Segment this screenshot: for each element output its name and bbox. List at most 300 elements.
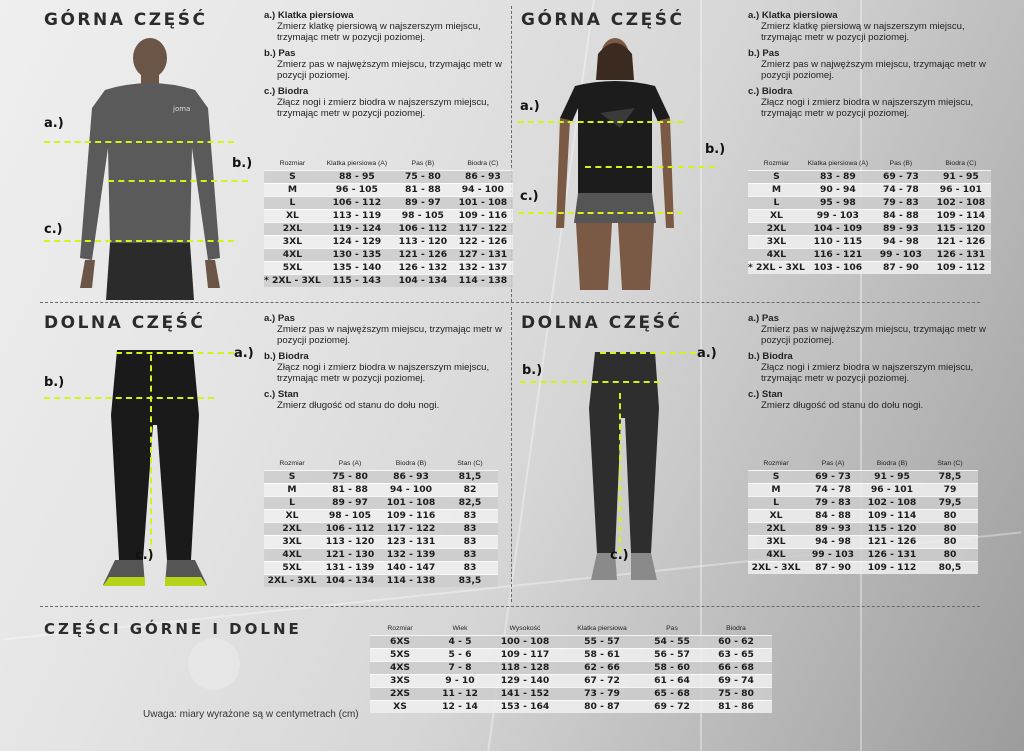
instruction-desc: Zmierz pas w najwęższym miejscu, trzymając metr w pozycji poziomej. (277, 324, 502, 346)
instruction-key: b.) Biodra (264, 351, 309, 362)
column-header: Biodra (726, 624, 746, 632)
size-cell: 2XL (748, 522, 804, 535)
size-cell: 5XL (264, 261, 321, 274)
measure-cell: 88 - 95 (321, 170, 393, 183)
size-cell: 5XS (370, 648, 430, 661)
table-row (748, 222, 991, 235)
measure-cell: 60 - 62 (700, 635, 772, 648)
measure-cell: 141 - 152 (490, 687, 560, 700)
column-header: Klatka piersiowa (577, 624, 627, 632)
measure-cell: 83 (442, 509, 498, 522)
size-cell: XL (748, 209, 805, 222)
table-row (264, 196, 513, 209)
column-header: Rozmiar (279, 459, 305, 467)
measure-cell: 56 - 57 (644, 648, 700, 661)
table-row (748, 548, 978, 561)
measure-label-c: c.) (135, 548, 154, 563)
table-row (264, 222, 513, 235)
column-header: Pas (B) (411, 159, 435, 167)
table-row (264, 235, 513, 248)
measure-cell: 121 - 126 (393, 248, 453, 261)
measure-cell: 95 - 98 (805, 196, 871, 209)
measure-label-b: b.) (44, 375, 65, 390)
measure-cell: 80 (922, 522, 978, 535)
table-row (264, 509, 498, 522)
instruction-desc: Zmierz pas w najwęższym miejscu, trzymając metr w pozycji poziomej. (277, 59, 502, 81)
size-cell: L (748, 196, 805, 209)
size-cell: S (748, 470, 804, 483)
measure-label-a: a.) (234, 346, 254, 361)
measure-cell: 114 - 138 (453, 274, 513, 287)
measure-cell: 109 - 116 (380, 509, 442, 522)
instruction-key: c.) Biodra (748, 86, 793, 97)
table-row (748, 248, 991, 261)
measure-cell: 4 - 5 (430, 635, 490, 648)
measure-cell: 98 - 105 (393, 209, 453, 222)
measure-cell: 109 - 112 (862, 561, 922, 574)
measure-cell: 109 - 116 (453, 209, 513, 222)
measure-cell: 101 - 108 (380, 496, 442, 509)
measure-cell: 66 - 68 (700, 661, 772, 674)
table-row (370, 687, 772, 700)
measure-cell: 87 - 90 (871, 261, 931, 274)
measure-cell: 7 - 8 (430, 661, 490, 674)
measure-cell: 84 - 88 (804, 509, 862, 522)
measure-cell: 89 - 97 (320, 496, 380, 509)
female-top-figure (540, 38, 700, 290)
measure-cell: 90 - 94 (805, 183, 871, 196)
table-row (264, 548, 498, 561)
measure-cell: 89 - 93 (804, 522, 862, 535)
column-header: Biodra (C) (467, 159, 499, 167)
measure-cell: 69 - 73 (871, 170, 931, 183)
instruction-key: c.) Biodra (264, 86, 309, 97)
measure-line-a (44, 141, 234, 143)
measure-cell: 78,5 (922, 470, 978, 483)
measure-line-b (520, 381, 660, 383)
measure-cell: 5 - 6 (430, 648, 490, 661)
table-row (264, 209, 513, 222)
column-header: Stan (C) (937, 459, 963, 467)
instruction-desc: Zmierz klatkę piersiową w najszerszym miejscu, trzymając metr w pozycji poziomej. (277, 21, 481, 43)
measure-cell: 104 - 134 (393, 274, 453, 287)
size-cell: M (264, 483, 320, 496)
measure-label-c: c.) (44, 222, 63, 237)
measure-label-b: b.) (705, 142, 726, 157)
table-row (264, 170, 513, 183)
measure-cell: 73 - 79 (560, 687, 644, 700)
column-header: Klatka piersiowa (A) (326, 159, 388, 167)
column-header: Pas (B) (889, 159, 913, 167)
size-cell: 4XL (748, 548, 804, 561)
measure-line-c (619, 393, 621, 553)
size-cell: 4XS (370, 661, 430, 674)
measure-cell: 126 - 131 (862, 548, 922, 561)
column-header: Biodra (B) (876, 459, 908, 467)
measure-cell: 69 - 72 (644, 700, 700, 713)
column-header: Wiek (452, 624, 468, 632)
table-row (748, 483, 978, 496)
instruction-key: a.) Pas (264, 313, 295, 324)
table-row (748, 261, 991, 274)
table-row (264, 183, 513, 196)
measure-line-a (600, 352, 696, 354)
measure-cell: 132 - 139 (380, 548, 442, 561)
measure-cell: 86 - 93 (453, 170, 513, 183)
measure-cell: 80 (922, 535, 978, 548)
measure-cell: 69 - 73 (804, 470, 862, 483)
measure-cell: 153 - 164 (490, 700, 560, 713)
measure-cell: 80 (922, 548, 978, 561)
table-row (748, 522, 978, 535)
measure-cell: 113 - 120 (393, 235, 453, 248)
table-row (264, 248, 513, 261)
size-cell: 2XL (264, 222, 321, 235)
size-cell: 2XL (264, 522, 320, 535)
table-row (370, 635, 772, 648)
size-table-bottom-men (264, 457, 498, 587)
table-row (264, 522, 498, 535)
measure-label-c: c.) (610, 548, 629, 563)
size-cell: 6XS (370, 635, 430, 648)
instruction-key: b.) Pas (748, 48, 780, 59)
measure-cell: 122 - 126 (453, 235, 513, 248)
measure-label-a: a.) (44, 116, 64, 131)
measure-cell: 100 - 108 (490, 635, 560, 648)
table-row (748, 561, 978, 574)
measure-cell: 96 - 101 (862, 483, 922, 496)
size-cell: L (748, 496, 804, 509)
measure-cell: 83 (442, 548, 498, 561)
size-cell: L (264, 196, 321, 209)
instruction-desc: Złącz nogi i zmierz biodra w najszerszym miejscu, trzymając metr w pozycji poziomej. (277, 362, 490, 384)
size-cell: 3XL (264, 535, 320, 548)
measure-cell: 75 - 80 (393, 170, 453, 183)
decorative-circle (188, 638, 240, 690)
section-title-kids: CZĘŚCI GÓRNE I DOLNE (44, 620, 302, 638)
instruction-desc: Zmierz długość od stanu do dołu nogi. (277, 400, 440, 411)
units-note: Uwaga: miary wyrażone są w centymetrach (cm) (143, 709, 359, 720)
measure-cell: 79,5 (922, 496, 978, 509)
table-row (748, 470, 978, 483)
instruction-desc: Zmierz klatkę piersiową w najszerszym miejscu, trzymając metr w pozycji poziomej. (761, 21, 965, 43)
measure-cell: 89 - 93 (871, 222, 931, 235)
measure-label-c: c.) (520, 189, 539, 204)
size-cell: M (748, 483, 804, 496)
size-cell: L (264, 496, 320, 509)
size-cell: 3XL (748, 535, 804, 548)
instruction-key: a.) Pas (748, 313, 779, 324)
measure-cell: 67 - 72 (560, 674, 644, 687)
table-row (264, 535, 498, 548)
brand-logo-icon: joma (173, 105, 191, 113)
measure-cell: 113 - 119 (321, 209, 393, 222)
measure-cell: 55 - 57 (560, 635, 644, 648)
measure-cell: 80,5 (922, 561, 978, 574)
measure-cell: 102 - 108 (862, 496, 922, 509)
column-header: Rozmiar (279, 159, 306, 167)
measure-cell: 79 (922, 483, 978, 496)
measure-cell: 104 - 134 (320, 574, 380, 587)
measure-line-c (518, 212, 683, 214)
size-cell: 2XL - 3XL (264, 574, 320, 587)
measure-cell: 86 - 93 (380, 470, 442, 483)
instruction-desc: Zmierz pas w najwęższym miejscu, trzymając metr w pozycji poziomej. (761, 324, 986, 346)
instruction-desc: Złącz nogi i zmierz biodra w najszerszym miejscu, trzymając metr w pozycji poziomej. (761, 362, 974, 384)
measure-cell: 83 - 89 (805, 170, 871, 183)
measure-line-b (585, 166, 715, 168)
measure-cell: 69 - 74 (700, 674, 772, 687)
instruction-desc: Zmierz pas w najwęższym miejscu, trzymając metr w pozycji poziomej. (761, 59, 986, 81)
measure-cell: 83,5 (442, 574, 498, 587)
measure-cell: 82 (442, 483, 498, 496)
measure-cell: 115 - 120 (862, 522, 922, 535)
measure-cell: 74 - 78 (804, 483, 862, 496)
measure-cell: 109 - 114 (862, 509, 922, 522)
measure-cell: 106 - 112 (320, 522, 380, 535)
measure-cell: 11 - 12 (430, 687, 490, 700)
measure-cell: 58 - 60 (644, 661, 700, 674)
size-cell: XS (370, 700, 430, 713)
size-cell: XL (264, 509, 320, 522)
size-cell: 2XS (370, 687, 430, 700)
measure-cell: 116 - 121 (805, 248, 871, 261)
measure-cell: 75 - 80 (700, 687, 772, 700)
measure-line-a (116, 352, 234, 354)
size-cell: S (748, 170, 805, 183)
male-bottom-figure (95, 345, 215, 590)
column-header: Rozmiar (387, 624, 413, 632)
table-row (370, 674, 772, 687)
instruction-key: c.) Stan (264, 389, 299, 400)
measure-cell: 117 - 122 (453, 222, 513, 235)
measure-cell: 87 - 90 (804, 561, 862, 574)
size-cell: 3XS (370, 674, 430, 687)
size-cell: * 2XL - 3XL (748, 261, 805, 273)
measure-label-b: b.) (232, 156, 253, 171)
table-row (264, 561, 498, 574)
column-header: Pas (A) (821, 459, 845, 467)
instruction-desc: Złącz nogi i zmierz biodra w najszerszym miejscu, trzymając metr w pozycji poziomej. (761, 97, 974, 119)
size-cell: M (748, 183, 805, 196)
table-row (748, 209, 991, 222)
instruction-key: a.) Klatka piersiowa (264, 10, 354, 21)
measure-cell: 91 - 95 (862, 470, 922, 483)
measure-cell: 121 - 130 (320, 548, 380, 561)
instruction-key: b.) Biodra (748, 351, 793, 362)
column-header: Rozmiar (763, 459, 789, 467)
measure-cell: 80 - 87 (560, 700, 644, 713)
size-table-top-men (264, 157, 513, 287)
section-title-bottom-women: DOLNA CZĘŚĆ (521, 313, 683, 333)
column-header: Stan (C) (457, 459, 483, 467)
table-row (264, 574, 498, 587)
measure-cell: 126 - 131 (931, 248, 991, 261)
table-row (264, 274, 513, 287)
measure-cell: 135 - 140 (321, 261, 393, 274)
size-cell: 4XL (264, 248, 321, 261)
measure-cell: 123 - 131 (380, 535, 442, 548)
measure-cell: 12 - 14 (430, 700, 490, 713)
measure-cell: 79 - 83 (804, 496, 862, 509)
measure-cell: 109 - 112 (931, 261, 991, 274)
section-title-bottom-men: DOLNA CZĘŚĆ (44, 313, 206, 333)
measure-cell: 115 - 143 (321, 274, 393, 287)
instruction-key: a.) Klatka piersiowa (748, 10, 838, 21)
measure-label-b: b.) (522, 363, 543, 378)
size-table-top-women (748, 157, 991, 274)
table-row (748, 235, 991, 248)
measure-label-a: a.) (697, 346, 717, 361)
table-row (748, 496, 978, 509)
size-cell: 3XL (264, 235, 321, 248)
measure-line-c (150, 355, 152, 555)
instruction-desc: Zmierz długość od stanu do dołu nogi. (761, 400, 924, 411)
measure-cell: 94 - 100 (380, 483, 442, 496)
measure-cell: 83 (442, 561, 498, 574)
table-row (748, 509, 978, 522)
table-row (370, 661, 772, 674)
measure-cell: 104 - 109 (805, 222, 871, 235)
size-cell: S (264, 170, 321, 183)
measure-cell: 98 - 105 (320, 509, 380, 522)
size-cell: 2XL (748, 222, 805, 235)
measure-cell: 131 - 139 (320, 561, 380, 574)
measure-cell: 58 - 61 (560, 648, 644, 661)
measure-label-a: a.) (520, 99, 540, 114)
horizontal-divider (40, 302, 980, 303)
column-header: Pas (666, 624, 678, 632)
measure-cell: 81 - 88 (320, 483, 380, 496)
measure-cell: 114 - 138 (380, 574, 442, 587)
measure-cell: 63 - 65 (700, 648, 772, 661)
instructions-bottom-men (264, 313, 504, 416)
measure-cell: 110 - 115 (805, 235, 871, 248)
size-table-bottom-women (748, 457, 978, 574)
measure-cell: 109 - 117 (490, 648, 560, 661)
measure-cell: 106 - 112 (393, 222, 453, 235)
instructions-top-men (264, 10, 504, 124)
size-cell: * 2XL - 3XL (264, 274, 321, 286)
measure-cell: 82,5 (442, 496, 498, 509)
measure-cell: 99 - 103 (804, 548, 862, 561)
size-cell: 4XL (264, 548, 320, 561)
measure-cell: 83 (442, 535, 498, 548)
measure-cell: 129 - 140 (490, 674, 560, 687)
measure-cell: 80 (922, 509, 978, 522)
instruction-key: b.) Pas (264, 48, 296, 59)
measure-cell: 96 - 105 (321, 183, 393, 196)
table-row (264, 483, 498, 496)
table-row (370, 700, 772, 713)
measure-cell: 61 - 64 (644, 674, 700, 687)
measure-cell: 121 - 126 (931, 235, 991, 248)
measure-line-b (44, 397, 214, 399)
size-cell: XL (264, 209, 321, 222)
measure-cell: 117 - 122 (380, 522, 442, 535)
male-top-figure (70, 38, 240, 300)
measure-cell: 83 (442, 522, 498, 535)
size-cell: 5XL (264, 561, 320, 574)
measure-cell: 124 - 129 (321, 235, 393, 248)
measure-cell: 121 - 126 (862, 535, 922, 548)
measure-cell: 89 - 97 (393, 196, 453, 209)
measure-cell: 54 - 55 (644, 635, 700, 648)
measure-cell: 132 - 137 (453, 261, 513, 274)
table-row (748, 535, 978, 548)
measure-line-c (44, 240, 234, 242)
table-row (748, 170, 991, 183)
section-title-top-men: GÓRNA CZĘŚĆ (44, 10, 208, 30)
table-row (264, 496, 498, 509)
measure-cell: 115 - 120 (931, 222, 991, 235)
measure-cell: 119 - 124 (321, 222, 393, 235)
instruction-key: c.) Stan (748, 389, 783, 400)
column-header: Klatka piersiowa (A) (807, 159, 869, 167)
measure-cell: 62 - 66 (560, 661, 644, 674)
instruction-desc: Złącz nogi i zmierz biodra w najszerszym miejscu, trzymając metr w pozycji poziomej. (277, 97, 490, 119)
column-header: Biodra (B) (395, 459, 427, 467)
measure-cell: 79 - 83 (871, 196, 931, 209)
table-row (748, 183, 991, 196)
table-row (748, 196, 991, 209)
measure-cell: 75 - 80 (320, 470, 380, 483)
measure-cell: 96 - 101 (931, 183, 991, 196)
measure-cell: 81,5 (442, 470, 498, 483)
size-cell: 4XL (748, 248, 805, 261)
measure-cell: 74 - 78 (871, 183, 931, 196)
table-row (370, 648, 772, 661)
instructions-bottom-women (748, 313, 988, 416)
measure-cell: 81 - 88 (393, 183, 453, 196)
measure-cell: 126 - 132 (393, 261, 453, 274)
size-cell: M (264, 183, 321, 196)
measure-cell: 101 - 108 (453, 196, 513, 209)
table-row (264, 470, 498, 483)
column-header: Rozmiar (763, 159, 790, 167)
measure-cell: 103 - 106 (805, 261, 871, 274)
section-title-top-women: GÓRNA CZĘŚĆ (521, 10, 685, 30)
measure-cell: 81 - 86 (700, 700, 772, 713)
measure-line-b (108, 180, 248, 182)
horizontal-divider (40, 606, 980, 607)
size-table-kids (370, 622, 772, 713)
measure-cell: 140 - 147 (380, 561, 442, 574)
measure-cell: 94 - 98 (804, 535, 862, 548)
column-header: Wysokość (509, 624, 541, 632)
measure-cell: 113 - 120 (320, 535, 380, 548)
size-cell: 3XL (748, 235, 805, 248)
measure-line-a (518, 121, 683, 123)
size-cell: 2XL - 3XL (748, 561, 804, 574)
table-row (264, 261, 513, 274)
size-cell: S (264, 470, 320, 483)
measure-cell: 99 - 103 (805, 209, 871, 222)
measure-cell: 102 - 108 (931, 196, 991, 209)
measure-cell: 91 - 95 (931, 170, 991, 183)
measure-cell: 109 - 114 (931, 209, 991, 222)
measure-cell: 94 - 98 (871, 235, 931, 248)
instructions-top-women (748, 10, 988, 124)
column-header: Pas (A) (338, 459, 362, 467)
size-cell: XL (748, 509, 804, 522)
measure-cell: 127 - 131 (453, 248, 513, 261)
measure-cell: 94 - 100 (453, 183, 513, 196)
measure-cell: 99 - 103 (871, 248, 931, 261)
column-header: Biodra (C) (945, 159, 977, 167)
vertical-divider (511, 307, 512, 602)
measure-cell: 118 - 128 (490, 661, 560, 674)
